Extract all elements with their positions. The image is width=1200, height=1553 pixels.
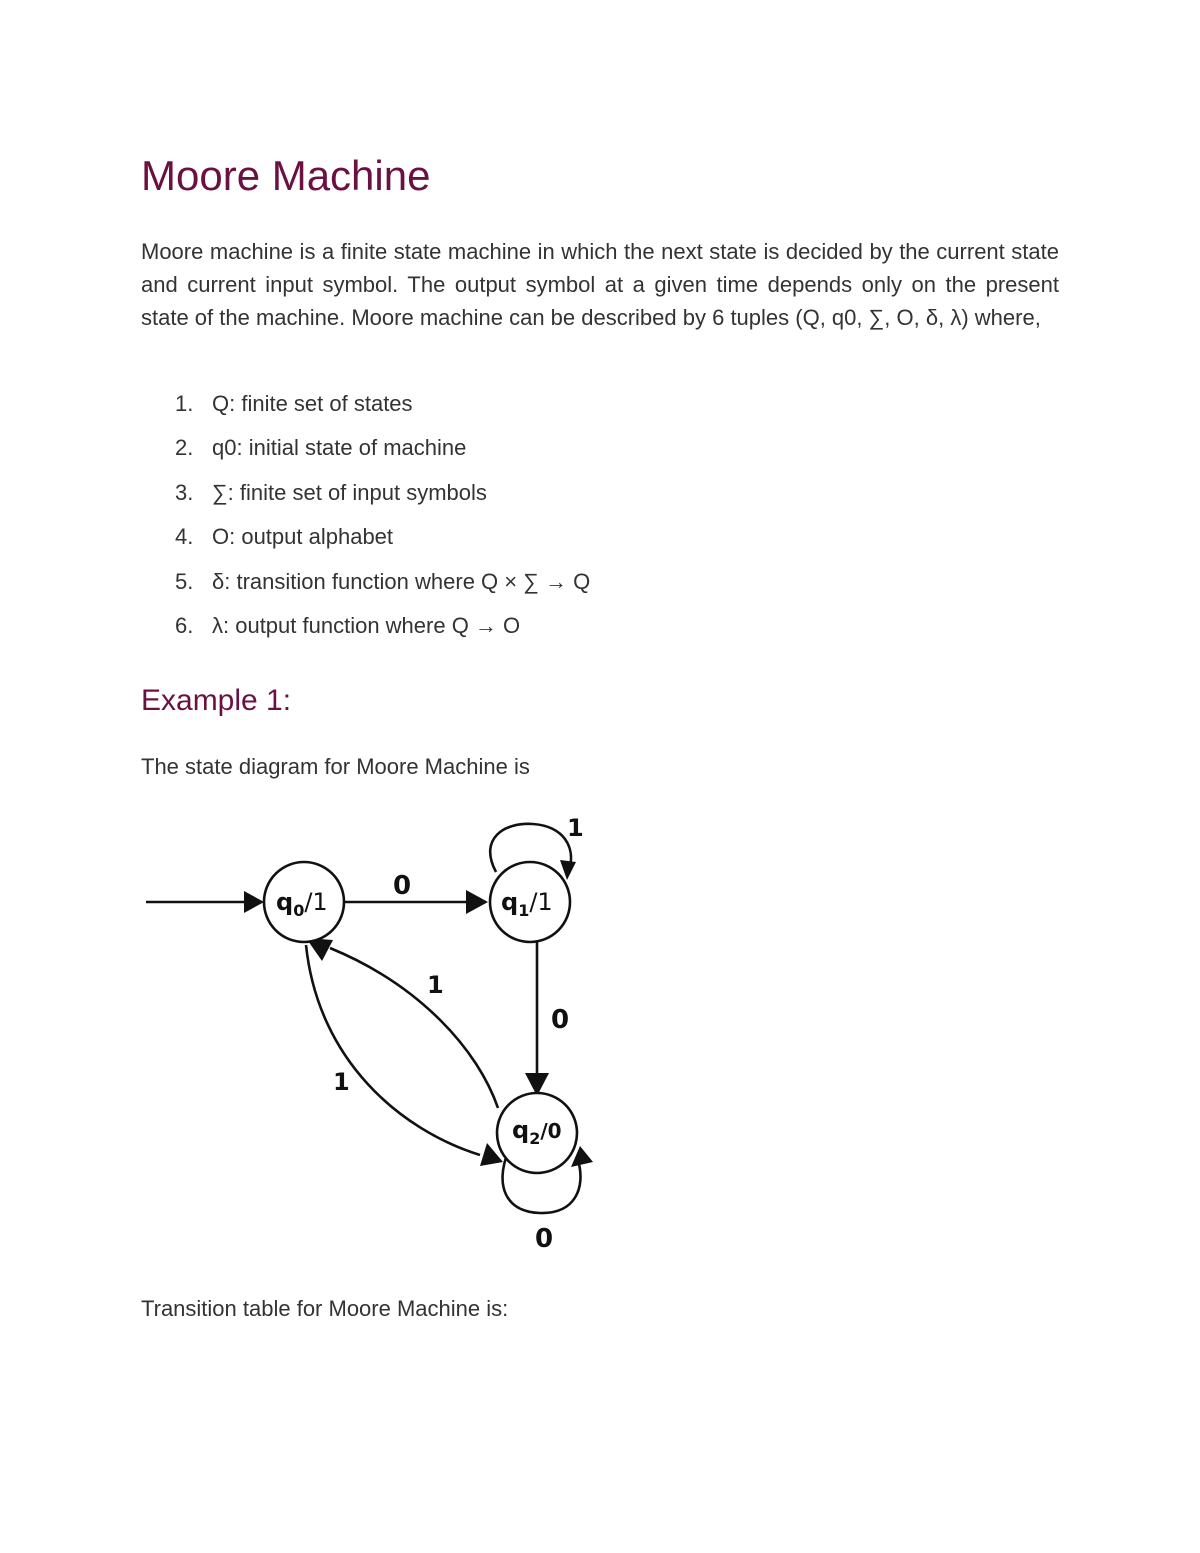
state-subscript: 2 [529,1129,541,1148]
list-item-text: λ: output function where Q → O [212,612,521,638]
start-arrowhead [244,891,264,913]
arrowhead-q0-q1 [466,890,488,914]
transition-label-q2-q0: 1 [427,971,444,999]
list-item-number: 4. [175,524,194,550]
transition-label-q0-q2: 1 [333,1068,350,1096]
list-item [141,386,1041,430]
list-item-text: Q: finite set of states [212,391,413,416]
state-output: /1 [529,888,553,916]
list-item-text: ∑: finite set of input symbols [212,479,487,505]
transition-q0-q2 [306,945,480,1155]
state-subscript: 0 [293,901,305,920]
intro-paragraph: Moore machine is a finite state machine in which the next state is decided by the current state and current input symbol. The output symbol at a given time depends only on the present state of the machine. Moore machine can be described by 6 tuples (Q, q0, ∑, O, δ, λ) where, [141,239,1059,330]
list-item [141,430,1041,474]
state-diagram [130,805,610,1265]
transition-label-q2-q2: 0 [535,1224,554,1254]
state-name: q [501,888,519,916]
list-item-text: O: output alphabet [212,524,394,550]
transition-label-q1-q1: 1 [567,814,584,842]
transition-q2-q0 [330,948,498,1108]
list-item [141,608,1041,652]
state-output: /1 [304,888,328,916]
state-subscript: 1 [518,901,530,920]
list-item-number: 2. [175,435,194,461]
transition-label-q1-q2: 0 [551,1005,570,1035]
list-item [141,564,1041,608]
list-item-number: 6. [175,612,194,638]
tuple-definition-list [141,386,1041,652]
state-output: /0 [540,1119,562,1143]
list-item-number: 3. [175,479,194,505]
list-item-number: 5. [175,568,194,594]
list-item [141,475,1041,519]
list-item [141,519,1041,563]
list-item-text: δ: transition function where Q × ∑ → Q [212,568,591,594]
state-name: q [276,888,294,916]
diagram-caption: The state diagram for Moore Machine is [141,754,530,779]
transition-label-q0-q1: 0 [393,871,412,901]
page-title: Moore Machine [141,152,431,199]
list-item-text: q0: initial state of machine [212,435,467,461]
example-heading: Example 1: [141,684,292,717]
table-caption: Transition table for Moore Machine is: [141,1296,509,1321]
state-name: q [512,1116,530,1144]
list-item-number: 1. [175,391,194,416]
